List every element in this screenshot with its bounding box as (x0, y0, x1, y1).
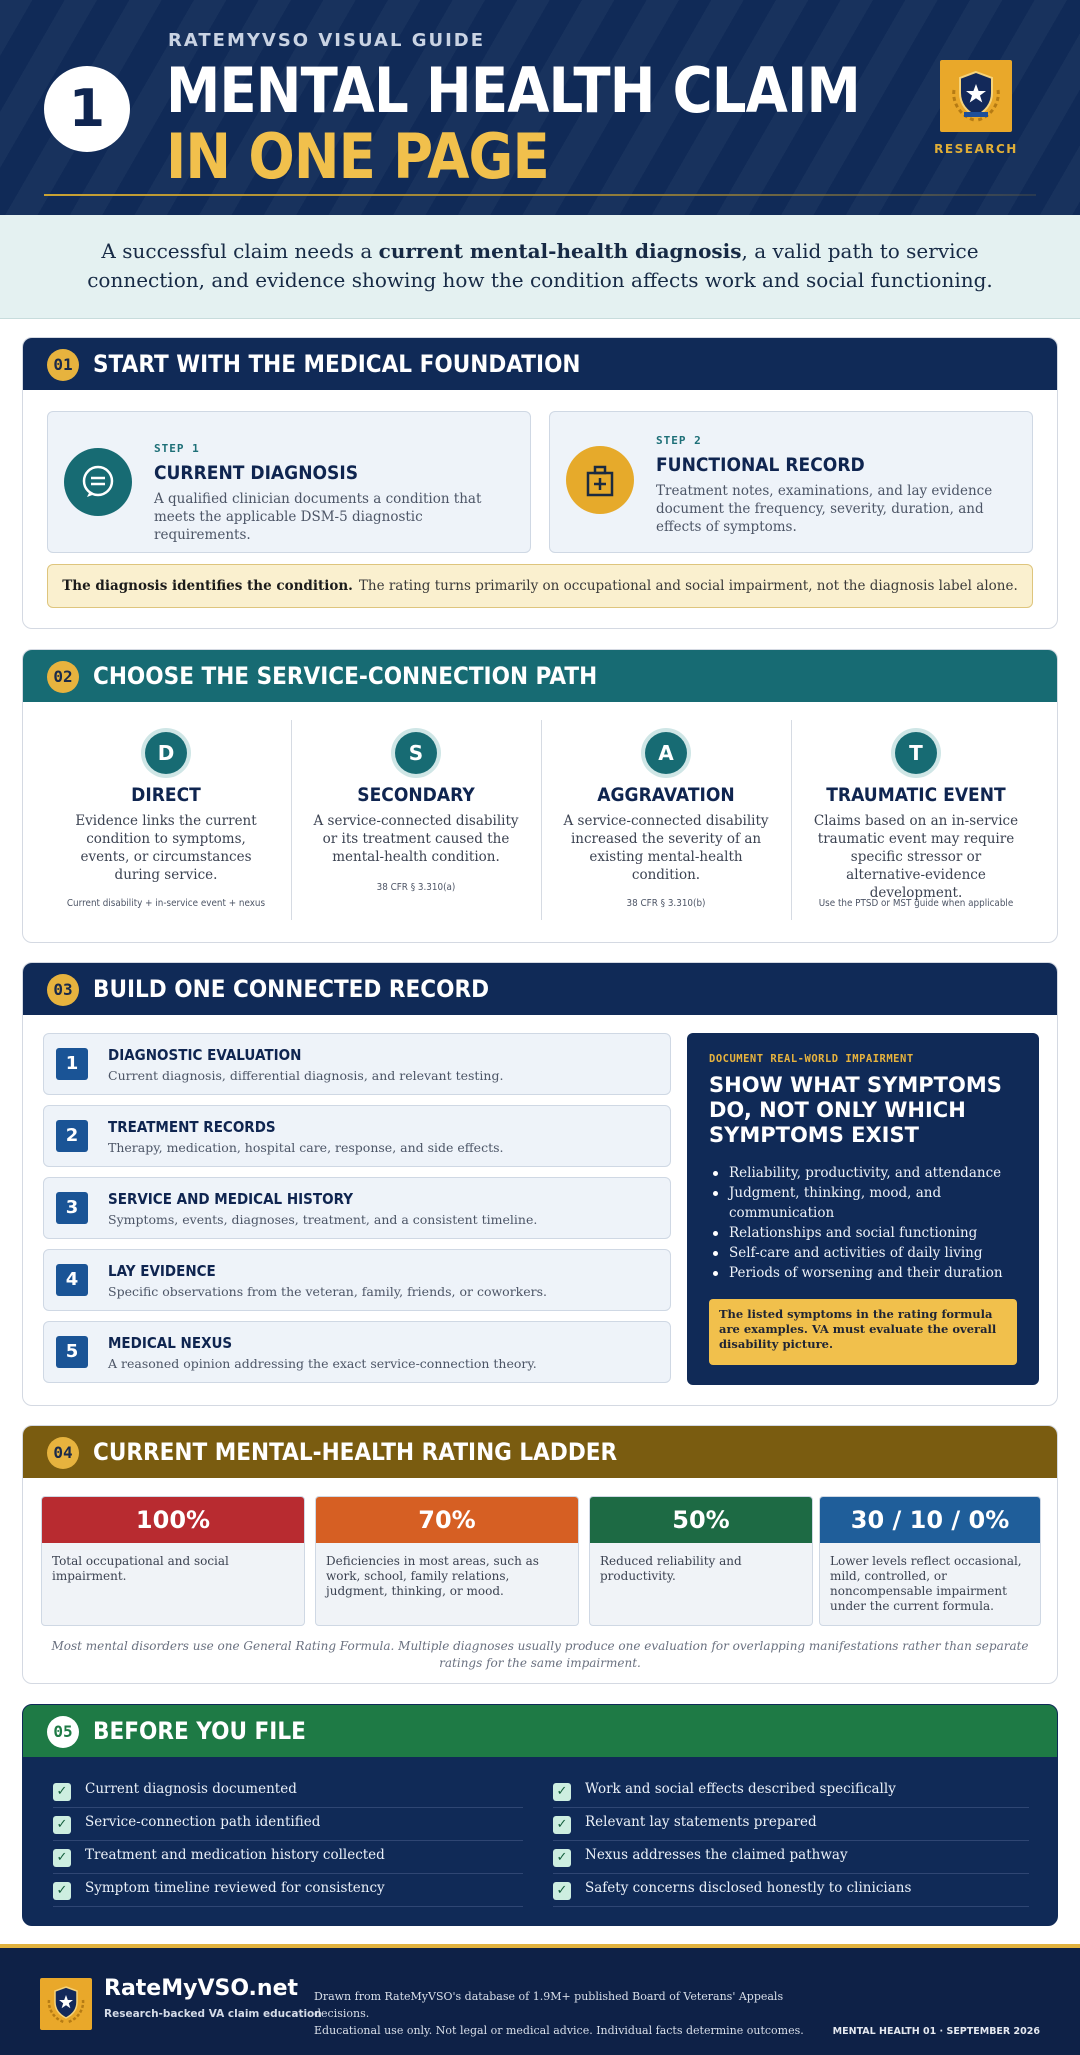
section-number: 01 (47, 349, 79, 381)
intro-banner (0, 215, 1080, 319)
checklist-item[interactable] (53, 1775, 523, 1808)
record-item (43, 1105, 671, 1167)
checklist-text: Nexus addresses the claimed pathway (585, 1847, 848, 1863)
record-description: Current diagnosis, differential diagnosis, and relevant testing. (108, 1068, 504, 1083)
star-shield-icon (940, 60, 1012, 132)
checklist-text: Safety concerns disclosed honestly to clinicians (585, 1880, 912, 1896)
list-item: Self-care and activities of daily living (709, 1243, 1021, 1263)
checkbox-checked-icon[interactable]: ✓ (553, 1783, 571, 1801)
header-kicker: RATEMYVSO VISUAL GUIDE (168, 30, 486, 51)
section-title: BUILD ONE CONNECTED RECORD (93, 975, 490, 1003)
path-title: SECONDARY (357, 784, 475, 806)
path-description: Claims based on an in-service traumatic event may require specific stressor or alternative-evidence development. (813, 813, 1019, 901)
rating-description: Total occupational and social impairment. (52, 1554, 229, 1583)
section-medical-foundation (22, 337, 1058, 629)
checklist-text: Current diagnosis documented (85, 1781, 297, 1797)
guide-number: 1 (44, 66, 130, 152)
step-title: FUNCTIONAL RECORD (656, 454, 865, 476)
path-letter-badge: S (395, 732, 437, 774)
section-rating-ladder (22, 1425, 1058, 1684)
path-title: DIRECT (131, 784, 201, 806)
checkbox-checked-icon[interactable]: ✓ (53, 1816, 71, 1834)
section-number: 02 (47, 661, 79, 693)
record-title: TREATMENT RECORDS (108, 1118, 276, 1136)
record-description: Therapy, medication, hospital care, response, and side effects. (108, 1140, 504, 1155)
checkbox-checked-icon[interactable]: ✓ (53, 1882, 71, 1900)
diagnosis-note: The diagnosis identifies the condition. The rating turns primarily on occupational and social impairment, not the diagnosis label alone. (47, 564, 1033, 608)
brand-name[interactable]: RateMyVSO.net (104, 1976, 299, 2001)
record-number: 1 (56, 1048, 88, 1080)
rating-value: 30 / 10 / 0% (820, 1497, 1040, 1543)
record-number: 3 (56, 1192, 88, 1224)
panel-title: SHOW WHAT SYMPTOMS DO, NOT ONLY WHICH SYMPTOMS EXIST (709, 1073, 1002, 1147)
checklist-item[interactable] (553, 1775, 1029, 1808)
rating-description: Lower levels reflect occasional, mild, controlled, or noncompensable impairment under the current formula. (830, 1554, 1022, 1613)
path-letter-badge: A (645, 732, 687, 774)
checklist-item[interactable] (553, 1841, 1029, 1874)
rating-card-100 (41, 1496, 305, 1626)
impairment-panel (687, 1033, 1039, 1385)
medical-kit-icon (566, 446, 634, 514)
brand-tagline: Research-backed VA claim education (104, 2008, 322, 2020)
checkbox-checked-icon[interactable]: ✓ (553, 1816, 571, 1834)
path-description: A service-connected disability or its treatment caused the mental-health condition. (313, 813, 519, 865)
checklist-text: Relevant lay statements prepared (585, 1814, 817, 1830)
record-title: MEDICAL NEXUS (108, 1334, 233, 1352)
checkbox-checked-icon[interactable]: ✓ (53, 1849, 71, 1867)
section-service-connection (22, 649, 1058, 943)
record-item (43, 1177, 671, 1239)
path-description: Evidence links the current condition to symptoms, events, or circumstances during service. (75, 813, 257, 883)
section-before-you-file (22, 1704, 1058, 1926)
checklist-text: Service-connection path identified (85, 1814, 321, 1830)
section-title: START WITH THE MEDICAL FOUNDATION (93, 350, 581, 378)
record-item (43, 1321, 671, 1383)
record-number: 2 (56, 1120, 88, 1152)
path-aggravation (541, 702, 791, 920)
page-header (0, 0, 1080, 215)
step-label: STEP 1 (154, 442, 200, 455)
section-title: BEFORE YOU FILE (93, 1717, 306, 1745)
header-divider (44, 194, 1036, 196)
record-description: Symptoms, events, diagnoses, treatment, and a consistent timeline. (108, 1212, 538, 1227)
badge-label: RESEARCH (934, 142, 1018, 156)
path-letter-badge: T (895, 732, 937, 774)
record-number: 5 (56, 1336, 88, 1368)
rating-card-70 (315, 1496, 579, 1626)
section-connected-record (22, 962, 1058, 1406)
rating-footnote: Most mental disorders use one General Rating Formula. Multiple diagnoses usually produce one evaluation for overlapping manifestations rather than separate ratings for the same impairment. (51, 1639, 1029, 1670)
checklist-item[interactable] (53, 1808, 523, 1841)
path-letter-badge: D (145, 732, 187, 774)
section-header (23, 338, 1058, 390)
rating-card-low (819, 1496, 1041, 1626)
panel-kicker: DOCUMENT REAL-WORLD IMPAIRMENT (709, 1053, 914, 1065)
path-traumatic-event (791, 702, 1041, 920)
section-number: 03 (47, 974, 79, 1006)
path-citation: Use the PTSD or MST guide when applicable (818, 898, 1014, 909)
section-title: CURRENT MENTAL-HEALTH RATING LADDER (93, 1438, 618, 1466)
page-title: MENTAL HEALTH CLAIM (166, 54, 860, 127)
rating-value: 100% (42, 1497, 304, 1543)
rating-value: 70% (316, 1497, 578, 1543)
checklist-text: Symptom timeline reviewed for consistency (85, 1880, 385, 1896)
path-description: A service-connected disability increased the severity of an existing mental-health condition. (563, 813, 769, 883)
record-item (43, 1033, 671, 1095)
path-title: TRAUMATIC EVENT (826, 784, 1006, 806)
step-description: A qualified clinician documents a condition that meets the applicable DSM-5 diagnostic requirements. (154, 491, 482, 543)
checklist-text: Treatment and medication history collected (85, 1847, 385, 1863)
path-citation: 38 CFR § 3.310(b) (626, 898, 706, 909)
checklist-text: Work and social effects described specifically (585, 1781, 896, 1797)
checklist-item[interactable] (553, 1874, 1029, 1907)
step-card-diagnosis (47, 411, 531, 553)
speech-bubble-icon (64, 448, 132, 516)
record-title: SERVICE AND MEDICAL HISTORY (108, 1190, 354, 1208)
path-citation: Current disability + in-service event + nexus (66, 898, 266, 909)
path-secondary (291, 702, 541, 920)
path-title: AGGRAVATION (597, 784, 735, 806)
list-item: Periods of worsening and their duration (709, 1263, 1021, 1283)
rating-description: Deficiencies in most areas, such as work, school, family relations, judgment, thinking, or mood. (326, 1554, 539, 1598)
step-description: Treatment notes, examinations, and lay evidence document the frequency, severity, duration, and effects of symptoms. (656, 483, 993, 535)
section-number: 05 (47, 1716, 79, 1748)
footer-disclaimer: Drawn from RateMyVSO's database of 1.9M+ published Board of Veterans' Appeals decisions. Educational use only. Not legal or medical advice. Individual facts determine outcomes. (314, 1990, 804, 2037)
intro-text: A successful claim needs a current mental-health diagnosis, a valid path to service connection, and evidence showing how the condition affects work and social functioning. (87, 239, 993, 292)
step-title: CURRENT DIAGNOSIS (154, 462, 359, 484)
section-header (23, 650, 1058, 702)
path-citation: 38 CFR § 3.310(a) (376, 882, 456, 893)
checkbox-checked-icon[interactable]: ✓ (553, 1882, 571, 1900)
checklist-item[interactable] (53, 1841, 523, 1874)
record-description: A reasoned opinion addressing the exact service-connection theory. (108, 1356, 537, 1371)
list-item: Relationships and social functioning (709, 1223, 1021, 1243)
page-footer (0, 1944, 1080, 2055)
section-title: CHOOSE THE SERVICE-CONNECTION PATH (93, 662, 598, 690)
record-number: 4 (56, 1264, 88, 1296)
list-item: Reliability, productivity, and attendance (709, 1163, 1021, 1183)
section-header (23, 1705, 1058, 1757)
checklist-item[interactable] (553, 1808, 1029, 1841)
impairment-list (709, 1163, 1021, 1283)
panel-callout: The listed symptoms in the rating formula are examples. VA must evaluate the overall disability picture. (709, 1299, 1017, 1365)
footer-meta: MENTAL HEALTH 01 · SEPTEMBER 2026 (832, 2026, 1040, 2037)
rating-value: 50% (590, 1497, 812, 1543)
section-header (23, 963, 1058, 1015)
page-title-accent: IN ONE PAGE (166, 120, 549, 193)
list-item: Judgment, thinking, mood, and communication (709, 1183, 1021, 1223)
star-shield-icon (40, 1978, 92, 2030)
record-title: LAY EVIDENCE (108, 1262, 216, 1280)
checkbox-checked-icon[interactable]: ✓ (553, 1849, 571, 1867)
record-item (43, 1249, 671, 1311)
step-card-functional-record (549, 411, 1033, 553)
section-number: 04 (47, 1437, 79, 1469)
rating-card-50 (589, 1496, 813, 1626)
section-header (23, 1426, 1058, 1478)
checklist-item[interactable] (53, 1874, 523, 1907)
step-label: STEP 2 (656, 434, 702, 447)
rating-description: Reduced reliability and productivity. (600, 1554, 742, 1583)
record-description: Specific observations from the veteran, family, friends, or coworkers. (108, 1284, 548, 1299)
checkbox-checked-icon[interactable]: ✓ (53, 1783, 71, 1801)
path-direct (41, 702, 291, 920)
record-title: DIAGNOSTIC EVALUATION (108, 1046, 302, 1064)
